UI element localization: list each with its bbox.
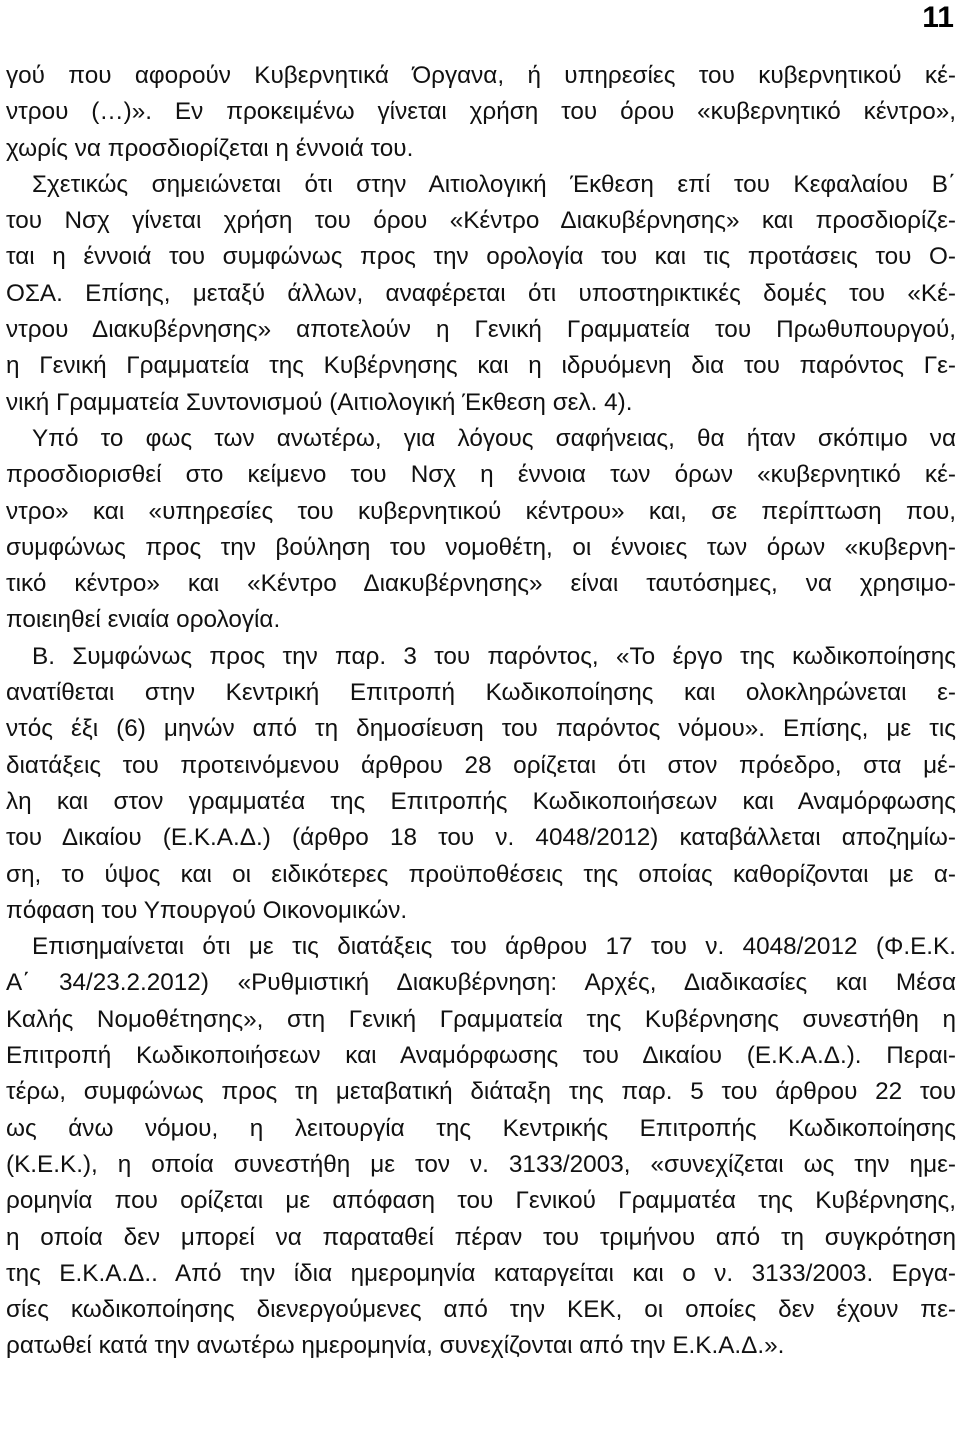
text-line: του Δικαίου (Ε.Κ.Α.Δ.) (άρθρο 18 του ν. 4048/2012) καταβάλλεται αποζημίω- xyxy=(6,824,956,852)
text-line: νική Γραμματεία Συντονισμού (Αιτιολογική Έκθεση σελ. 4). xyxy=(6,388,633,416)
text-line: της Ε.Κ.Α.Δ.. Από την ίδια ημερομηνία καταργείται και ο ν. 3133/2003. Εργα- xyxy=(6,1259,956,1287)
text-line: προσδιορισθεί στο κείμενο του Νσχ η έννοια των όρων «κυβερνητικό κέ- xyxy=(6,461,956,489)
page-number: 11 xyxy=(922,1,954,34)
text-line: Υπό το φως των ανωτέρω, για λόγους σαφήνειας, θα ήταν σκόπιμο να xyxy=(32,424,956,452)
text-line: ση, το ύψος και οι ειδικότερες προϋποθέσεις της οποίας καθορίζονται με α- xyxy=(6,860,956,888)
text-line: του Νσχ γίνεται χρήση του όρου «Κέντρο Διακυβέρνησης» και προσδιορίζε- xyxy=(6,207,956,235)
text-line: (Κ.Ε.Κ.), η οποία συνεστήθη με τον ν. 3133/2003, «συνεχίζεται ως την ημε- xyxy=(6,1150,956,1178)
text-line: τικό κέντρο» και «Κέντρο Διακυβέρνησης» είναι ταυτόσημες, να χρησιμο- xyxy=(6,570,956,598)
text-line: Σχετικώς σημειώνεται ότι στην Αιτιολογική Έκθεση επί του Κεφαλαίου Β΄ xyxy=(32,170,956,198)
text-line: πόφαση του Υπουργού Οικονομικών. xyxy=(6,896,408,924)
text-line: ντρου (…)». Εν προκειμένω γίνεται χρήση του όρου «κυβερνητικό κέντρο», xyxy=(6,98,956,126)
text-line: ντός έξι (6) μηνών από τη δημοσίευση του παρόντος νόμου». Επίσης, με τις xyxy=(6,715,956,743)
text-line: η Γενική Γραμματεία της Κυβέρνησης και η ιδρυόμενη δια του παρόντος Γε- xyxy=(6,352,956,380)
text-line: διατάξεις του προτεινόμενου άρθρου 28 ορίζεται ότι στον πρόεδρο, στα μέ- xyxy=(6,751,956,779)
text-line: Επιτροπή Κωδικοποιήσεων και Αναμόρφωσης του Δικαίου (Ε.Κ.Α.Δ.). Περαι- xyxy=(6,1042,956,1070)
text-line: Επισημαίνεται ότι με τις διατάξεις του άρθρου 17 του ν. 4048/2012 (Φ.Ε.Κ. xyxy=(32,933,956,961)
text-line: ται η έννοιά του συμφώνως προς την ορολογία του και τις προτάσεις του Ο- xyxy=(6,243,956,271)
text-line: ΟΣΑ. Επίσης, μεταξύ άλλων, αναφέρεται ότι υποστηρικτικές δομές του «Κέ- xyxy=(6,279,956,307)
text-line: συμφώνως προς την βούληση του νομοθέτη, οι έννοιες των όρων «κυβερνη- xyxy=(6,533,956,561)
text-line: ποιειηθεί ενιαία ορολογία. xyxy=(6,606,281,634)
text-line: η οποία δεν μπορεί να παραταθεί πέραν του τριμήνου από τη συγκρότηση xyxy=(6,1223,956,1251)
text-line: Α΄ 34/23.2.2012) «Ρυθμιστική Διακυβέρνηση: Αρχές, Διαδικασίες και Μέσα xyxy=(6,969,956,997)
text-line: ως άνω νόμου, η λειτουργία της Κεντρικής Επιτροπής Κωδικοποίησης xyxy=(6,1114,956,1142)
body-text xyxy=(6,58,956,1365)
text-line: χωρίς να προσδιορίζεται η έννοιά του. xyxy=(6,134,414,162)
text-line: τέρω, συμφώνως προς τη μεταβατική διάταξη της παρ. 5 του άρθρου 22 του xyxy=(6,1078,956,1106)
text-line: Β. Συμφώνως προς την παρ. 3 του παρόντος, «Το έργο της κωδικοποίησης xyxy=(32,642,956,670)
text-line: σίες κωδικοποίησης διενεργούμενες από την ΚΕΚ, οι οποίες δεν έχουν πε- xyxy=(6,1296,956,1324)
text-line: ρατωθεί κατά την ανωτέρω ημερομηνία, συνεχίζονται από την Ε.Κ.Α.Δ.». xyxy=(6,1332,785,1360)
text-line: Καλής Νομοθέτησης», στη Γενική Γραμματεία της Κυβέρνησης συνεστήθη η xyxy=(6,1005,956,1033)
text-line: ανατίθεται στην Κεντρική Επιτροπή Κωδικοποίησης και ολοκληρώνεται ε- xyxy=(6,679,956,707)
text-line: ντρου Διακυβέρνησης» αποτελούν η Γενική Γραμματεία του Πρωθυπουργού, xyxy=(6,316,956,344)
text-line: ντρο» και «υπηρεσίες του κυβερνητικού κέντρου» και, σε περίπτωση που, xyxy=(6,497,956,525)
text-line: λη και στον γραμματέα της Επιτροπής Κωδικοποιήσεων και Αναμόρφωσης xyxy=(6,787,956,815)
text-line: ρομηνία που ορίζεται με απόφαση του Γενικού Γραμματέα της Κυβέρνησης, xyxy=(6,1187,956,1215)
text-line: γού που αφορούν Κυβερνητικά Όργανα, ή υπηρεσίες του κυβερνητικού κέ- xyxy=(6,62,956,89)
